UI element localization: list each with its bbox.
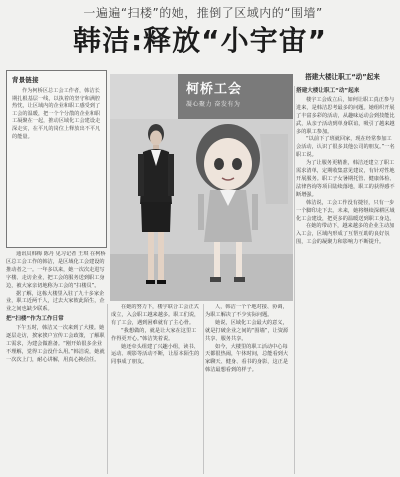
article-paragraph: “我想做的，就是让大家在这里工作得更开心。”韩洁笑着说。 xyxy=(111,327,197,342)
article-paragraph: 她还牵头组建了兴趣小组，读书、运动、观影等活动不断，让原本陌生的同事成了朋友。 xyxy=(111,343,200,366)
article-paragraph: 下午五时，韩洁又一次来到了大楼。她逐层走访，挨家挨户宣传工会政策，了解职工需求，为建会做准备。“刚开始很多企业不理解，觉得工会没什么用。”韩洁说，她就一次次上门，耐心讲解，用真心换信任。 xyxy=(6,325,105,363)
editor-note-label: 背景链接 xyxy=(12,76,39,84)
column-divider xyxy=(107,304,108,474)
article-column-left xyxy=(6,251,107,473)
article-paragraph: 楼宇工会成立后，如何让职工真正参与进来，是韩洁思考最多的问题。她组织开展了丰富多彩的活动，从趣味运动会到技能比武，从亲子活动到单身联谊，吸引了越来越多的职工参加。 xyxy=(296,96,395,135)
article-paragraph: 通讯员韩梅 陈丹 见习记者 王琪 在柯桥区总工会工作的韩洁，是区域化工会建设的推动者之一。一年多以来，她一次次走进写字楼、走访企业，把工会的服务送到职工身边，被大家亲切地称为工会的“扫楼员”。 xyxy=(6,251,106,289)
article-paragraph: 为了让服务更精准，韩洁还建立了职工需求清单，定期收集意见建议，有针对性地开展服务。职工子女暑期托管、健康体检、法律咨询等项目陆续落地，职工的获得感不断增强。 xyxy=(296,160,395,198)
article-column-right xyxy=(296,86,395,473)
union-sign-title: 柯桥工会 xyxy=(186,82,243,97)
column-divider xyxy=(294,86,295,474)
article-paragraph: 据了解，这栋大楼里入驻了九十多家企业，职工近两千人，过去大家彼此陌生，企业之间也缺少联系。 xyxy=(6,290,105,313)
article-paragraph: 韩洁说，工会工作没有捷径，只有一步一个脚印走下去。未来，她将继续深耕区域化工会建设，把更多的温暖送到职工身边。 xyxy=(296,199,395,222)
article-headline: 韩洁:释放“小宇宙” xyxy=(72,24,327,57)
section-subheading: 把“扫楼”作为工作日常 xyxy=(6,316,64,323)
article-column-middle-2 xyxy=(205,304,292,473)
article-paragraph: “以前下了班就回家，现在经常参加工会活动，认识了很多其他公司的朋友。”一名职工说。 xyxy=(296,136,395,159)
editor-note-text: 作为柯桥区总工会工作者，韩洁长期扎根基层一线，以执着的坚守和满腔热忱，让区域内的企业和职工感受到了工会的温暖，把一个个分散的企业和职工凝聚在一起，推动区域化工会建设走深走实，在平凡的岗位上释放出不平凡的能量。 xyxy=(12,88,101,140)
article-kicker: 一遍遍“扫楼”的她，推倒了区域内的“围墙” xyxy=(83,6,323,20)
photo-caption: 搭建大楼让职工“动”起来 xyxy=(305,73,380,81)
article-photo xyxy=(110,74,293,301)
editor-note-box xyxy=(6,70,107,248)
article-paragraph: 如今，大楼里的职工活动中心每天都很热闹，午休时间，总能看到大家聊天、健身、看书的身影，这正是韩洁最想看到的样子。 xyxy=(205,343,289,374)
woman-figure xyxy=(138,124,174,284)
photo-figures xyxy=(110,74,293,301)
column-divider xyxy=(203,304,204,474)
section-subheading: 搭建大楼让职工“动”起来 xyxy=(296,88,360,94)
article-paragraph: 她说，区域化工会最大的意义，就是打破企业之间的“围墙”，让资源共享、服务共享。 xyxy=(205,319,289,342)
article-paragraph: 在她的带动下，越来越多的企业主动加入工会，区域内形成了互帮互助的良好氛围，工会的凝聚力和影响力不断提升。 xyxy=(296,223,395,246)
union-sign-subtitle: 凝心聚力 奋发有为 xyxy=(186,101,241,108)
article-paragraph: 人，韩洁一个个地对接、协调，为职工解决了不少实际问题。 xyxy=(205,304,288,318)
article-column-middle xyxy=(111,304,201,473)
cartoon-mascot xyxy=(196,124,260,282)
article-paragraph: 在她的努力下，楼宇联合工会正式成立，入会职工越来越多。职工们说，有了工会，遇到困难就有了主心骨。 xyxy=(111,304,200,326)
